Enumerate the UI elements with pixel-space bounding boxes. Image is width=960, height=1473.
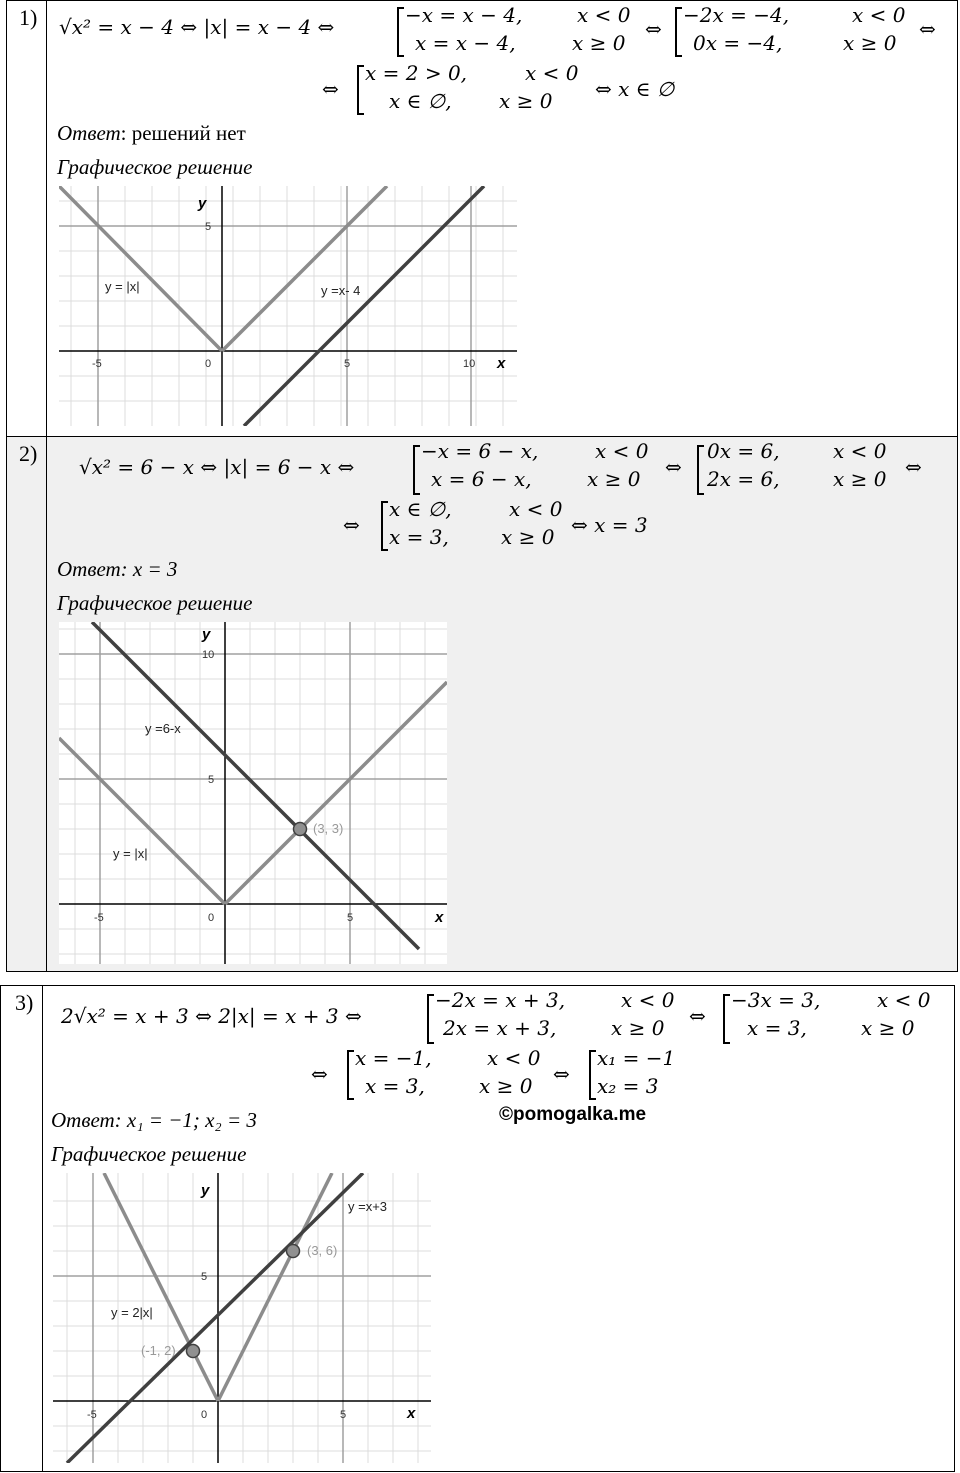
problem-1-content [47, 1, 957, 436]
system-cond: x < 0 [595, 439, 649, 463]
y-axis-label: y [201, 1182, 210, 1199]
equiv-sign: ⇔ [905, 455, 922, 479]
tick-label: 5 [201, 1271, 208, 1283]
system-bracket [381, 501, 388, 551]
watermark: ©pomogalka.me [499, 1104, 647, 1125]
system-cond: x ≥ 0 [572, 31, 626, 55]
equiv-sign: ⇔ [645, 17, 662, 41]
curve-label: y =6-x [145, 721, 181, 736]
system-eq: 0x = −4, [693, 31, 783, 55]
system-cond: x ≥ 0 [499, 89, 553, 113]
problem-number: 1) [7, 1, 47, 436]
equation-result: ⇔ x ∈ ∅ [595, 77, 675, 101]
tick-label: 5 [347, 912, 354, 924]
system-bracket [589, 1050, 596, 1100]
x-axis-label: x [497, 355, 506, 372]
tick-label: 0 [205, 358, 212, 370]
answer-value: : x = 3 [120, 557, 178, 581]
tick-label: -5 [92, 358, 102, 370]
tick-label: 10 [202, 649, 215, 661]
system-cond: x < 0 [621, 988, 675, 1012]
answer-label: Ответ [57, 557, 121, 581]
system-cond: x < 0 [833, 439, 887, 463]
answer-value: : решений нет [120, 121, 246, 145]
system-cond: x < 0 [509, 497, 563, 521]
y-axis-label: y [198, 195, 207, 212]
system-eq: −x = x − 4, [405, 3, 523, 27]
system-eq: x = 2 > 0, [365, 61, 468, 85]
tick-label: 5 [208, 774, 215, 786]
equiv-sign: ⇔ [322, 77, 339, 101]
tick-label: -5 [94, 912, 104, 924]
graph-1 [59, 186, 517, 426]
system-eq: x₁ = −1 [597, 1046, 676, 1070]
system-eq: −3x = 3, [731, 988, 821, 1012]
problem-3-row [0, 985, 955, 1472]
problem-number: 2) [7, 437, 47, 971]
system-eq: x = 3, [365, 1074, 425, 1098]
system-bracket [427, 994, 434, 1044]
graph-2 [59, 622, 447, 964]
problem-1-row [6, 0, 958, 437]
system-cond: x ≥ 0 [611, 1016, 665, 1040]
system-cond: x ≥ 0 [501, 525, 555, 549]
point-label: (3, 6) [307, 1243, 338, 1258]
system-eq: x = 3, [389, 525, 449, 549]
curve-label: y = 2|x| [111, 1305, 153, 1320]
tick-label: 0 [208, 912, 215, 924]
curve-label: y =x- 4 [321, 283, 361, 298]
tick-label: 5 [340, 1409, 347, 1421]
problem-2-row [6, 436, 958, 972]
equiv-sign: ⇔ [689, 1004, 706, 1028]
tick-label: 0 [201, 1409, 208, 1421]
system-bracket [397, 7, 404, 57]
equation-line: √x² = x − 4 ⇔ |x| = x − 4 ⇔ [59, 15, 335, 39]
system-bracket [413, 445, 420, 495]
answer-line [57, 121, 246, 146]
problem-3-content [43, 986, 954, 1471]
equiv-sign: ⇔ [919, 17, 936, 41]
equation-result: ⇔ x = 3 [571, 513, 648, 537]
equiv-sign: ⇔ [665, 455, 682, 479]
equation-line: √x² = 6 − x ⇔ |x| = 6 − x ⇔ [79, 455, 355, 479]
system-eq: 0x = 6, [707, 439, 780, 463]
system-bracket [697, 445, 704, 495]
equiv-sign: ⇔ [311, 1062, 328, 1086]
point-label: (-1, 2) [141, 1343, 176, 1358]
system-eq: x = 6 − x, [431, 467, 532, 491]
system-bracket [357, 65, 364, 115]
system-cond: x ≥ 0 [587, 467, 641, 491]
intersection-point [187, 1345, 200, 1358]
problem-number: 3) [1, 986, 43, 1471]
system-cond: x ≥ 0 [843, 31, 897, 55]
system-eq: 2x = 6, [707, 467, 780, 491]
equation-line: 2√x² = x + 3 ⇔ 2|x| = x + 3 ⇔ [61, 1004, 362, 1028]
system-eq: x₂ = 3 [597, 1074, 659, 1098]
system-cond: x < 0 [877, 988, 931, 1012]
curve-label: y = |x| [105, 279, 140, 294]
graph-3 [53, 1173, 431, 1463]
system-bracket [675, 7, 682, 57]
system-eq: −2x = x + 3, [435, 988, 566, 1012]
graph-label: Графическое решение [57, 155, 253, 179]
system-bracket [347, 1050, 354, 1100]
system-cond: x < 0 [525, 61, 579, 85]
x-axis-label: x [435, 909, 444, 926]
system-eq: x ∈ ∅, [389, 497, 452, 521]
curve-label: y = |x| [113, 846, 148, 861]
system-cond: x ≥ 0 [833, 467, 887, 491]
answer-line [51, 1108, 257, 1133]
graph-label: Графическое решение [51, 1142, 247, 1166]
answer-line [57, 557, 177, 582]
point-label: (3, 3) [313, 821, 344, 836]
tick-label: 5 [344, 358, 351, 370]
curve-label: y =x+3 [348, 1199, 388, 1214]
x-axis-label: x [407, 1405, 416, 1422]
answer-value: : x₁ = −1; x₂ = 3 [114, 1108, 257, 1132]
intersection-point [294, 823, 307, 836]
y-axis-label: y [202, 626, 211, 643]
tick-label: -5 [87, 1409, 97, 1421]
graph-label: Графическое решение [57, 591, 253, 615]
system-eq: x ∈ ∅, [389, 89, 452, 113]
answer-label: Ответ [57, 121, 121, 145]
system-eq: −x = 6 − x, [421, 439, 539, 463]
system-eq: x = x − 4, [415, 31, 516, 55]
system-cond: x ≥ 0 [861, 1016, 915, 1040]
tick-label: 10 [463, 358, 476, 370]
problem-2-content [47, 437, 957, 971]
equiv-sign: ⇔ [553, 1062, 570, 1086]
system-cond: x < 0 [577, 3, 631, 27]
tick-label: 5 [205, 221, 212, 233]
system-eq: 2x = x + 3, [443, 1016, 557, 1040]
system-eq: −2x = −4, [683, 3, 790, 27]
system-cond: x ≥ 0 [479, 1074, 533, 1098]
system-bracket [723, 994, 730, 1044]
intersection-point [287, 1245, 300, 1258]
equiv-sign: ⇔ [343, 513, 360, 537]
answer-label: Ответ [51, 1108, 115, 1132]
system-eq: x = 3, [747, 1016, 807, 1040]
system-cond: x < 0 [487, 1046, 541, 1070]
system-eq: x = −1, [355, 1046, 432, 1070]
system-cond: x < 0 [852, 3, 906, 27]
